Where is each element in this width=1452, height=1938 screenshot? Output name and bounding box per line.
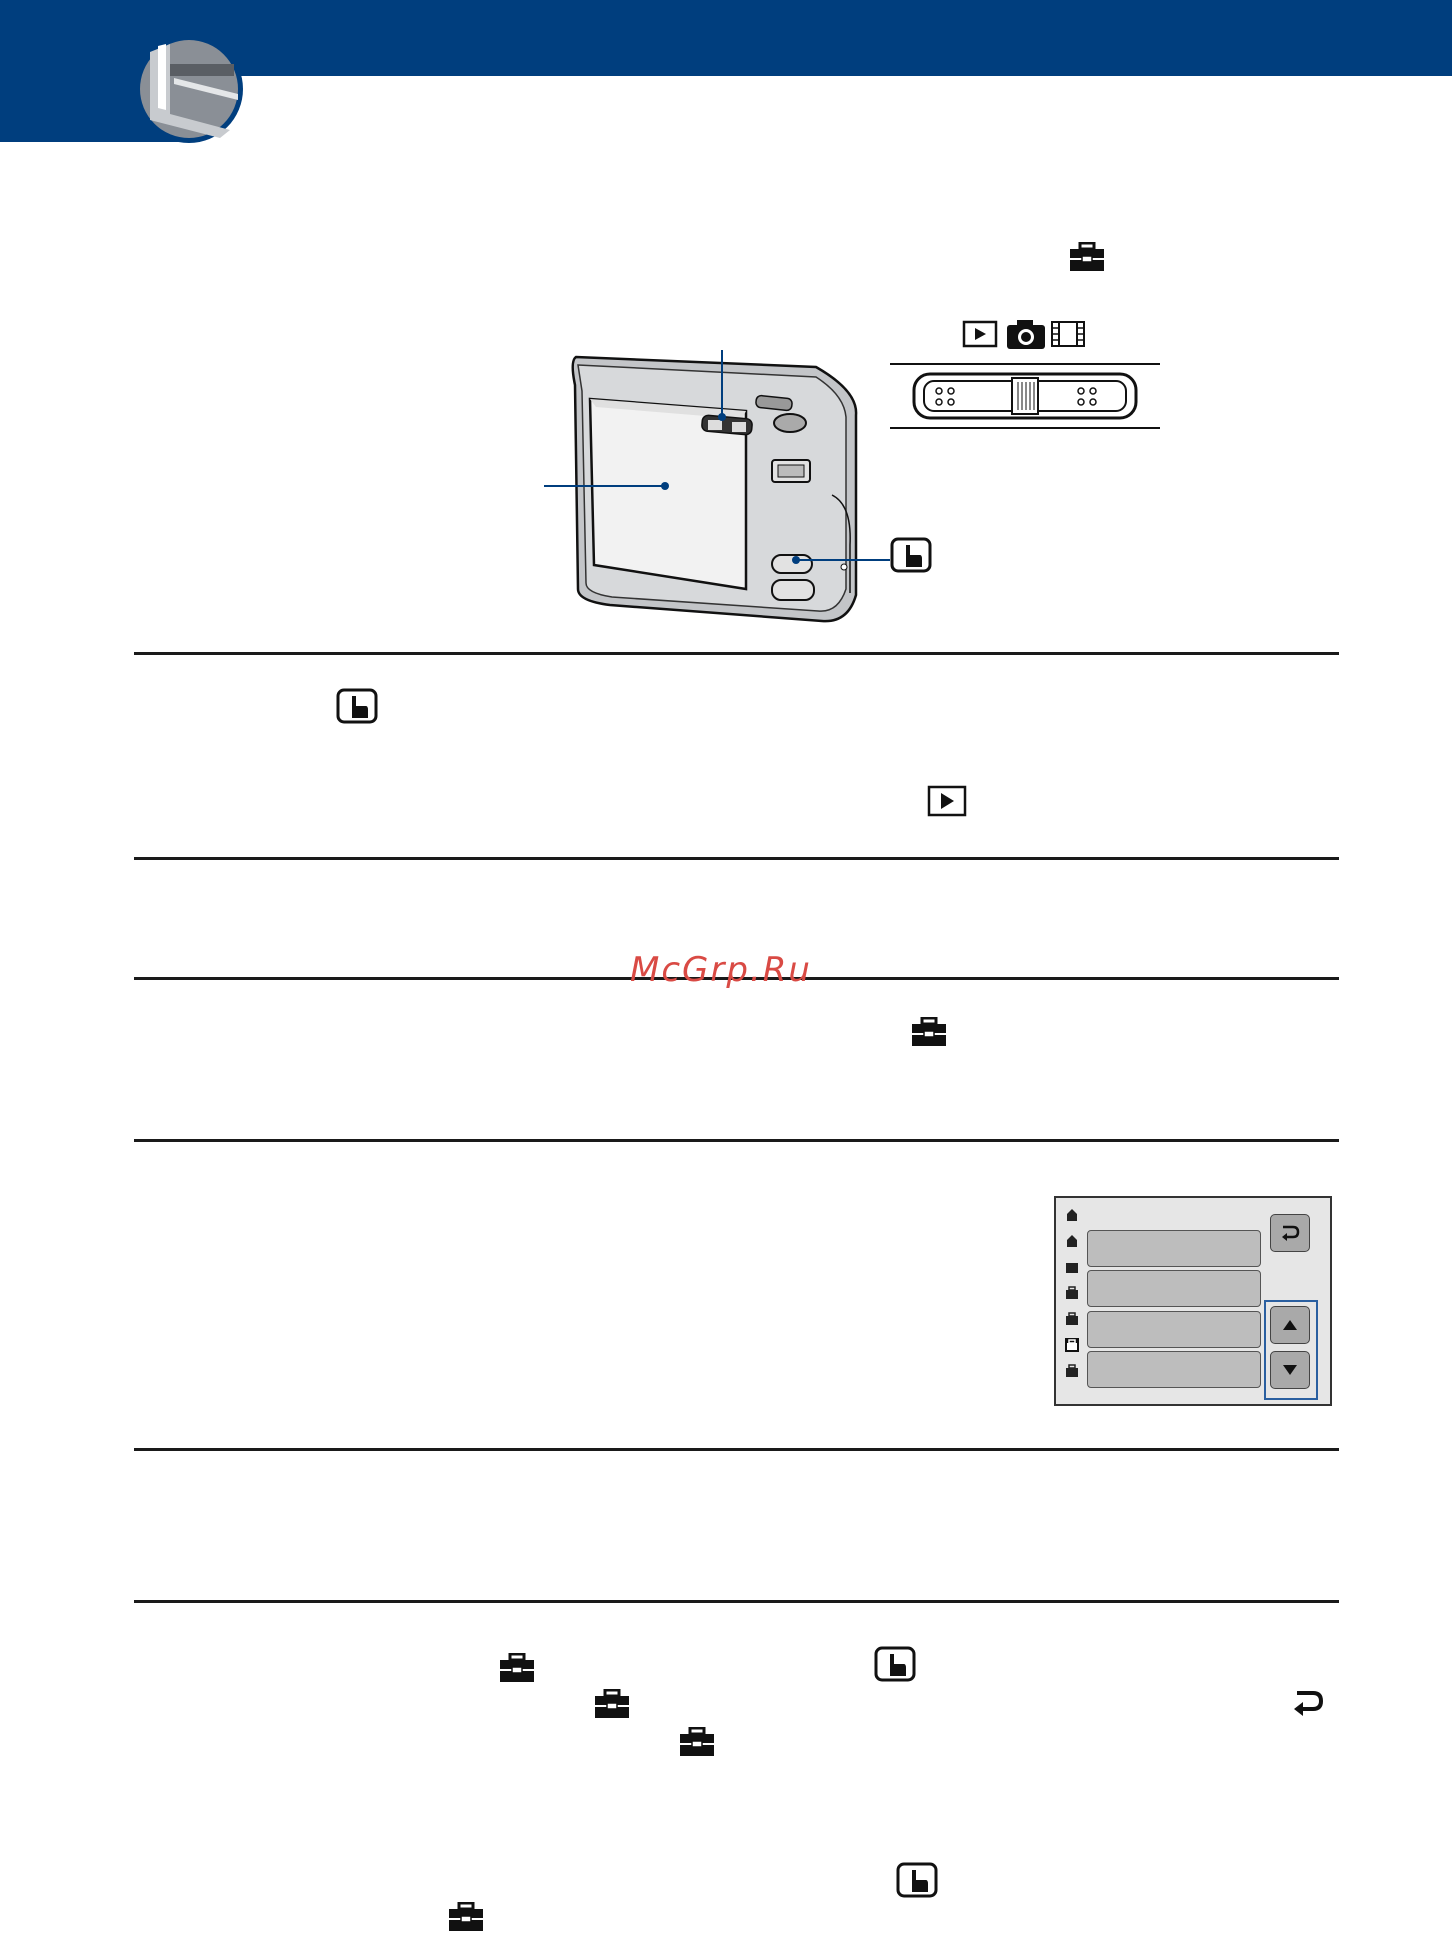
return-arrow-icon xyxy=(1291,1688,1325,1718)
return-button[interactable] xyxy=(1270,1214,1310,1252)
down-arrow-icon xyxy=(1282,1364,1298,1376)
setup-tab-icon[interactable] xyxy=(1065,1286,1079,1300)
section-rule xyxy=(134,652,1339,655)
movie-icon xyxy=(1050,320,1086,348)
toolbox-icon xyxy=(594,1689,630,1719)
up-arrow-icon xyxy=(1282,1319,1298,1331)
section-rule xyxy=(134,857,1339,860)
menu-tab-column xyxy=(1065,1208,1083,1390)
camera-tab-icon[interactable] xyxy=(1065,1208,1079,1222)
toolbox-icon xyxy=(679,1727,715,1757)
section-rule xyxy=(134,1448,1339,1451)
chapter-tab-icon xyxy=(130,34,248,144)
setup-tab-icon-selected[interactable] xyxy=(1065,1338,1079,1352)
camera-tab-icon[interactable] xyxy=(1065,1234,1079,1248)
home-touch-icon xyxy=(890,537,932,573)
callout-lines xyxy=(540,340,940,580)
section-rule xyxy=(134,1600,1339,1603)
menu-item-row[interactable] xyxy=(1087,1311,1261,1348)
menu-item-row[interactable] xyxy=(1087,1230,1261,1267)
scroll-up-button[interactable] xyxy=(1270,1306,1310,1344)
scroll-down-button[interactable] xyxy=(1270,1351,1310,1389)
return-arrow-icon xyxy=(1279,1223,1301,1243)
section-rule xyxy=(134,1139,1339,1142)
playback-icon xyxy=(962,320,998,348)
setup-tab-icon[interactable] xyxy=(1065,1312,1079,1326)
memory-tab-icon[interactable] xyxy=(1065,1260,1079,1274)
setup-tab-icon[interactable] xyxy=(1065,1364,1079,1378)
toolbox-icon xyxy=(911,1017,947,1047)
toolbox-icon xyxy=(1069,242,1105,272)
playback-icon xyxy=(927,785,967,817)
home-touch-icon xyxy=(896,1862,938,1898)
menu-item-row[interactable] xyxy=(1087,1351,1261,1388)
camera-icon xyxy=(1005,318,1047,350)
home-touch-icon xyxy=(874,1646,916,1682)
toolbox-icon xyxy=(499,1653,535,1683)
menu-item-row[interactable] xyxy=(1087,1270,1261,1307)
watermark-text: McGrp.Ru xyxy=(630,950,812,990)
home-touch-icon xyxy=(336,688,378,724)
setup-menu-screen xyxy=(1054,1196,1332,1406)
toolbox-icon xyxy=(448,1902,484,1932)
